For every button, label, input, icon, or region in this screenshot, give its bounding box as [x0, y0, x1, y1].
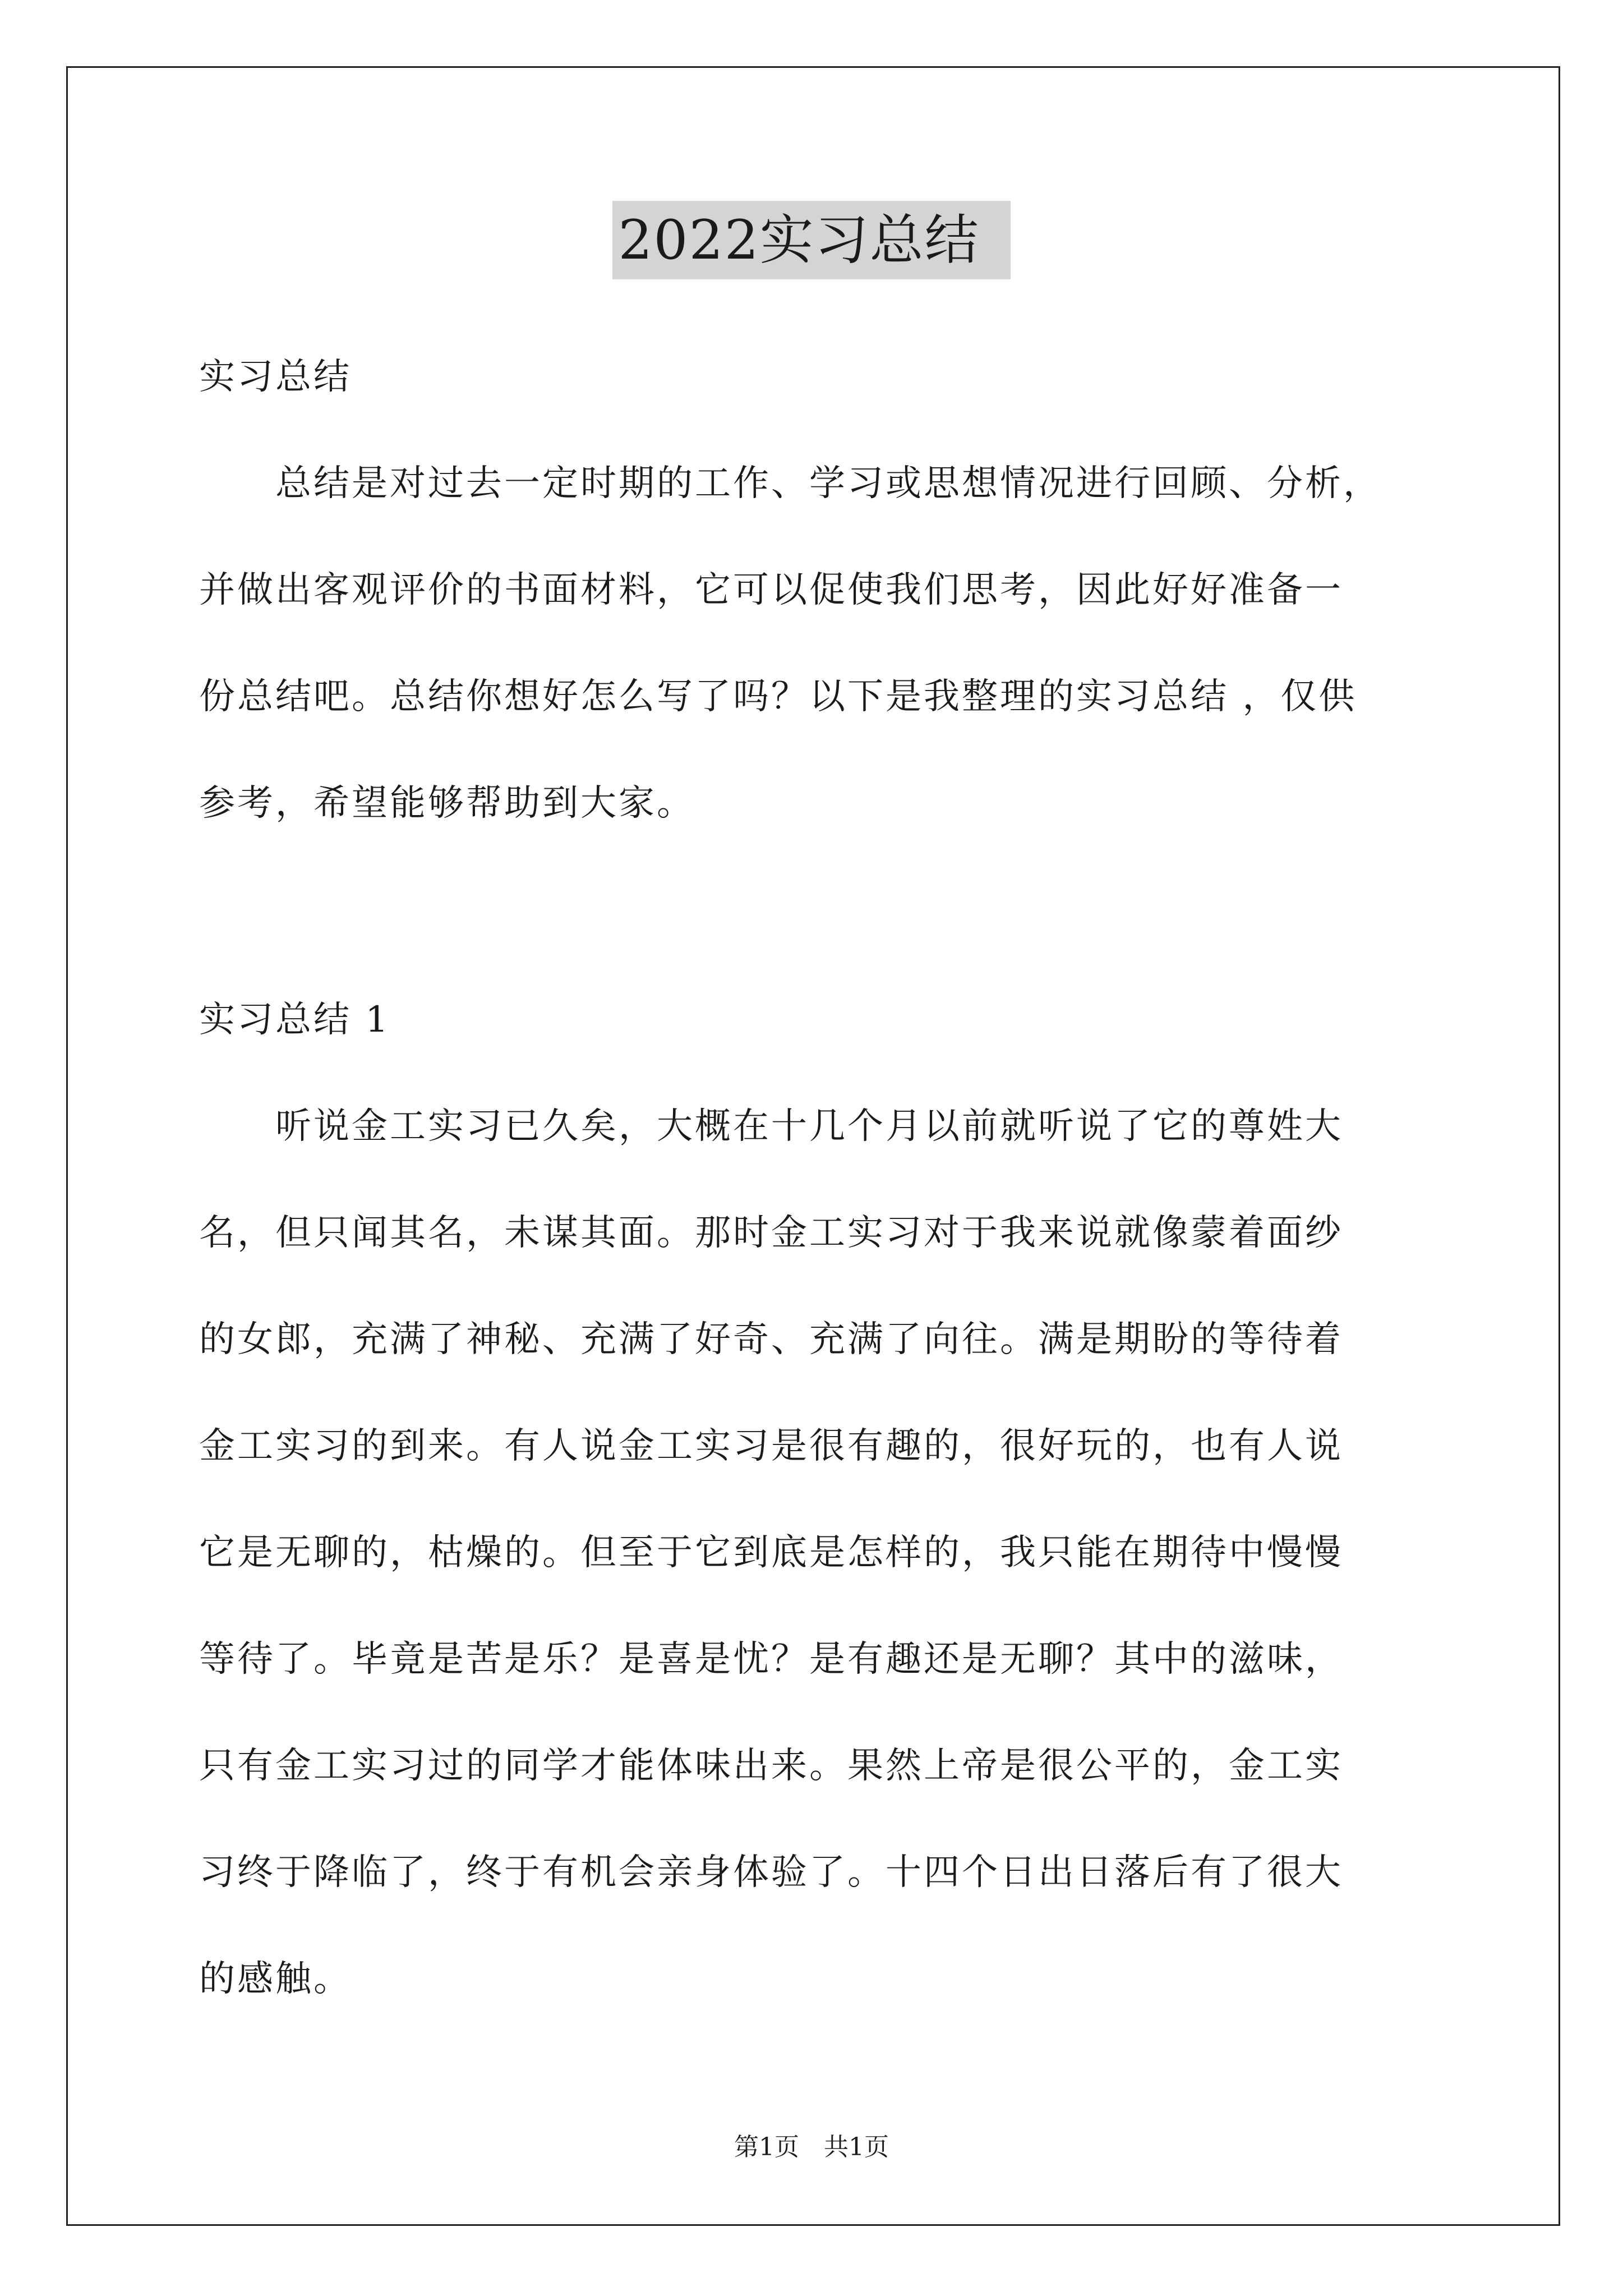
page-footer: 第1页 共1页 [734, 2133, 889, 2161]
paragraph-line: 份总结吧。总结你想好怎么写了吗？以下是我整理的实习总结 ，仅供 [199, 676, 1357, 717]
paragraph-line: 总结是对过去一定时期的工作、学习或思想情况进行回顾、分析， [199, 463, 1381, 504]
intro-heading: 实习总结 [199, 356, 352, 398]
paragraph-line: 并做出客观评价的书面材料，它可以促使我们思考，因此好好准备一 [199, 569, 1343, 611]
paragraph-line: 的感触。 [199, 1958, 352, 2000]
document-title: 2022实习总结 [612, 201, 1010, 279]
paragraph-line: 它是无聊的，枯燥的。但至于它到底是怎样的，我只能在期待中慢慢 [199, 1532, 1343, 1573]
paragraph-line: 等待了。毕竟是苦是乐？是喜是忧？是有趣还是无聊？其中的滋味， [199, 1639, 1343, 1680]
paragraph-line: 的女郎，充满了神秘、充满了好奇、充满了向往。满是期盼的等待着 [199, 1319, 1343, 1360]
paragraph-line: 习终于降临了，终于有机会亲身体验了。十四个日出日落后有了很大 [199, 1852, 1343, 1893]
paragraph-line: 参考，希望能够帮助到大家。 [199, 783, 695, 824]
paragraph-line: 金工实习的到来。有人说金工实习是很有趣的，很好玩的，也有人说 [199, 1425, 1343, 1467]
paragraph-line: 名，但只闻其名，未谋其面。那时金工实习对于我来说就像蒙着面纱 [199, 1212, 1343, 1254]
section-heading: 实习总结 1 [199, 999, 391, 1041]
paragraph-line: 听说金工实习已久矣，大概在十几个月以前就听说了它的尊姓大 [199, 1106, 1343, 1147]
title-container [0, 201, 1623, 279]
paragraph-line: 只有金工实习过的同学才能体味出来。果然上帝是很公平的，金工实 [199, 1745, 1343, 1787]
